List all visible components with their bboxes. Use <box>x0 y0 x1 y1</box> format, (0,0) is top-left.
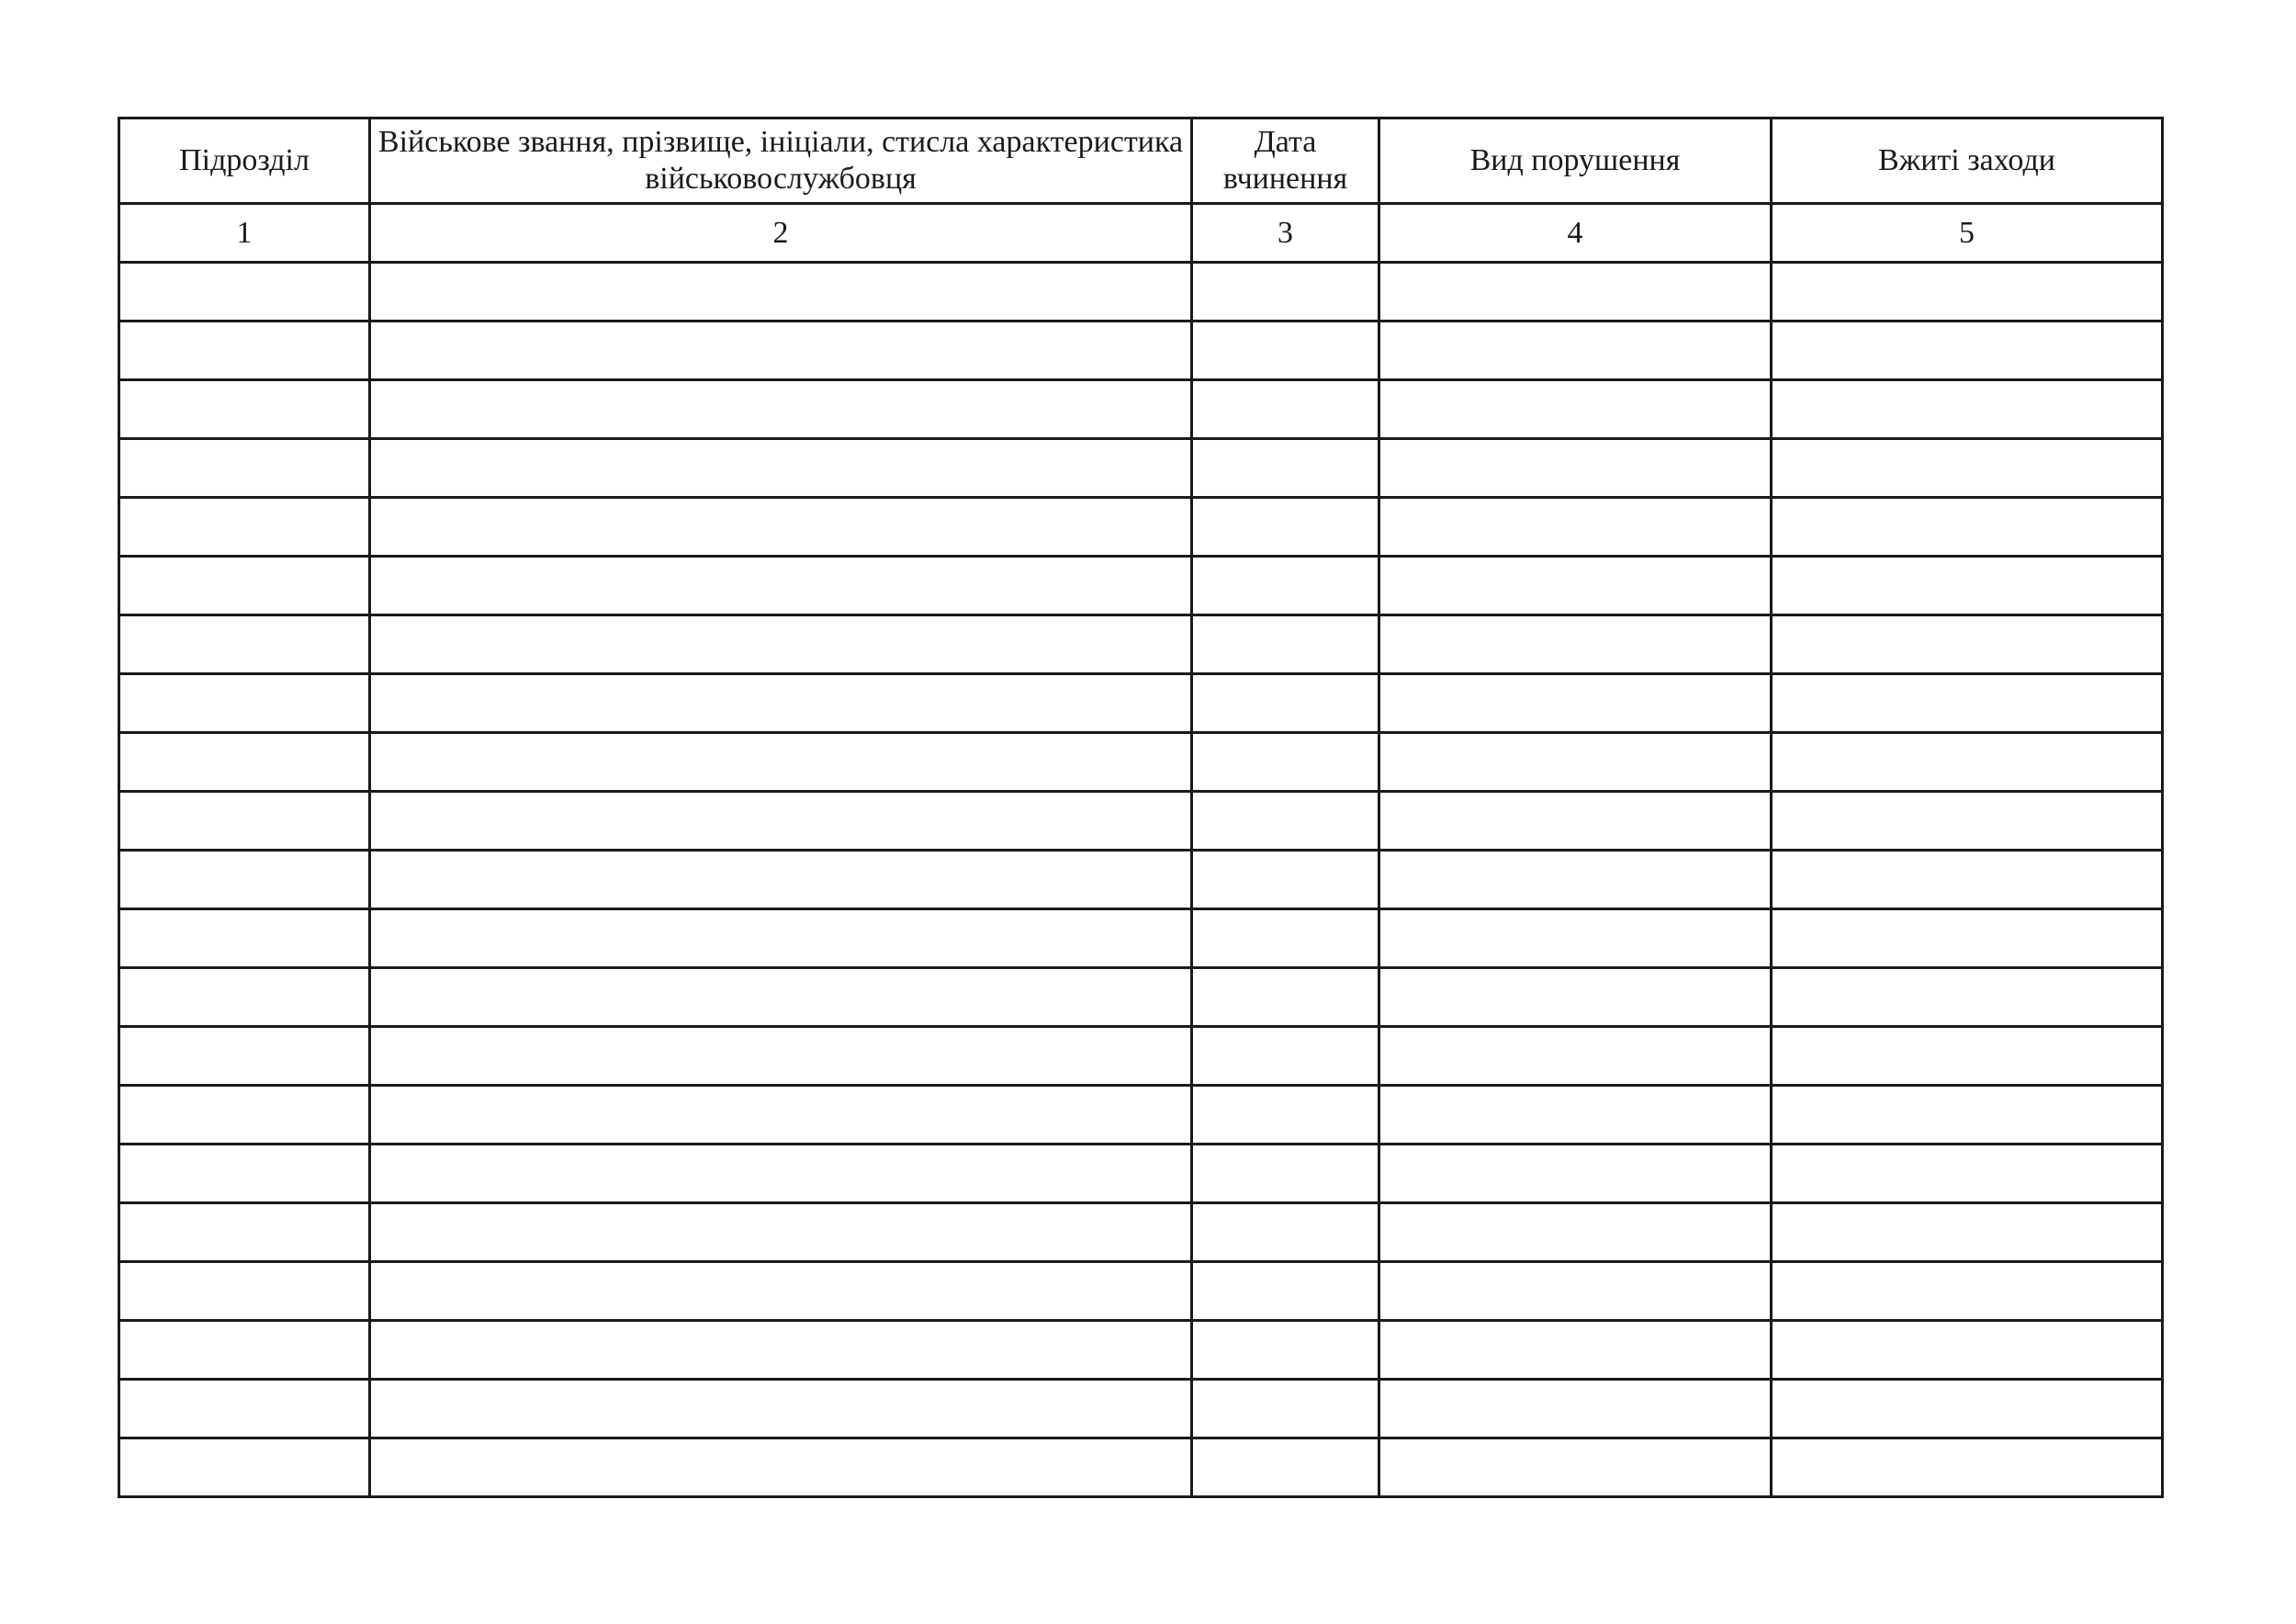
header-row <box>119 118 2163 204</box>
column-number: 2 <box>370 204 1192 263</box>
table-cell[interactable] <box>1772 851 2163 909</box>
table-cell[interactable] <box>1772 263 2163 321</box>
table-cell[interactable] <box>1772 1027 2163 1086</box>
table-cell[interactable] <box>119 909 370 968</box>
table-cell[interactable] <box>1379 557 1772 615</box>
table-cell[interactable] <box>1379 733 1772 792</box>
column-number: 4 <box>1379 204 1772 263</box>
table-cell[interactable] <box>370 674 1192 733</box>
table-cell[interactable] <box>1192 1321 1379 1380</box>
table-cell[interactable] <box>119 792 370 851</box>
table-cell[interactable] <box>1192 498 1379 557</box>
table-cell[interactable] <box>119 1321 370 1380</box>
table-cell[interactable] <box>119 1438 370 1497</box>
table-cell[interactable] <box>370 263 1192 321</box>
table-cell[interactable] <box>1192 792 1379 851</box>
table-cell[interactable] <box>1379 1086 1772 1145</box>
table-cell[interactable] <box>1772 1145 2163 1203</box>
table-cell[interactable] <box>1379 439 1772 498</box>
table-cell[interactable] <box>1192 557 1379 615</box>
table-cell[interactable] <box>1772 439 2163 498</box>
table-cell[interactable] <box>370 909 1192 968</box>
table-cell[interactable] <box>119 1380 370 1438</box>
table-cell[interactable] <box>1379 1027 1772 1086</box>
table-row <box>119 674 2163 733</box>
table-row <box>119 321 2163 380</box>
table-cell[interactable] <box>1772 1086 2163 1145</box>
table-cell[interactable] <box>1192 968 1379 1027</box>
table-cell[interactable] <box>1772 909 2163 968</box>
header-servicemember: Військове звання, прізвище, ініціали, стисла характеристика військовослужбовця <box>370 118 1192 204</box>
table-row <box>119 1027 2163 1086</box>
column-number: 5 <box>1772 204 2163 263</box>
table-cell[interactable] <box>1192 439 1379 498</box>
table-cell[interactable] <box>370 1203 1192 1262</box>
table-cell[interactable] <box>1772 733 2163 792</box>
table-cell[interactable] <box>119 733 370 792</box>
table-cell[interactable] <box>119 1027 370 1086</box>
table-row <box>119 909 2163 968</box>
table-cell[interactable] <box>370 557 1192 615</box>
table-row <box>119 1438 2163 1497</box>
table-cell[interactable] <box>1772 321 2163 380</box>
table-cell[interactable] <box>1192 1262 1379 1321</box>
table-row <box>119 498 2163 557</box>
table-cell[interactable] <box>370 498 1192 557</box>
table-cell[interactable] <box>1772 615 2163 674</box>
table-cell[interactable] <box>1379 1145 1772 1203</box>
table-cell[interactable] <box>119 263 370 321</box>
table-row <box>119 615 2163 674</box>
table-cell[interactable] <box>1192 1380 1379 1438</box>
table-cell[interactable] <box>370 733 1192 792</box>
header-date: Дата вчинення <box>1192 118 1379 204</box>
header-violation-type: Вид порушення <box>1379 118 1772 204</box>
table-body <box>119 263 2163 1497</box>
table-row <box>119 1262 2163 1321</box>
table-row <box>119 1145 2163 1203</box>
table-cell[interactable] <box>119 380 370 439</box>
table-cell[interactable] <box>370 380 1192 439</box>
table-cell[interactable] <box>1379 263 1772 321</box>
table-cell[interactable] <box>370 1321 1192 1380</box>
table-cell[interactable] <box>1192 321 1379 380</box>
table-cell[interactable] <box>119 1086 370 1145</box>
table-cell[interactable] <box>1772 1380 2163 1438</box>
table-cell[interactable] <box>1379 1380 1772 1438</box>
table-cell[interactable] <box>1379 1438 1772 1497</box>
table-cell[interactable] <box>370 1380 1192 1438</box>
table-row <box>119 1321 2163 1380</box>
table-cell[interactable] <box>1772 1262 2163 1321</box>
table-cell[interactable] <box>119 1145 370 1203</box>
table-row <box>119 1086 2163 1145</box>
table-cell[interactable] <box>1379 968 1772 1027</box>
table-cell[interactable] <box>1772 557 2163 615</box>
table-cell[interactable] <box>370 792 1192 851</box>
table-cell[interactable] <box>370 1145 1192 1203</box>
table-cell[interactable] <box>1192 733 1379 792</box>
table-cell[interactable] <box>1772 1203 2163 1262</box>
table-cell[interactable] <box>1192 674 1379 733</box>
table-cell[interactable] <box>1192 1145 1379 1203</box>
table-cell[interactable] <box>1192 615 1379 674</box>
table-cell[interactable] <box>1192 851 1379 909</box>
table-cell[interactable] <box>119 321 370 380</box>
table-cell[interactable] <box>370 1086 1192 1145</box>
table-cell[interactable] <box>1379 792 1772 851</box>
table-cell[interactable] <box>119 851 370 909</box>
table-cell[interactable] <box>1772 792 2163 851</box>
table-cell[interactable] <box>119 615 370 674</box>
column-number: 3 <box>1192 204 1379 263</box>
table-cell[interactable] <box>370 1027 1192 1086</box>
table-cell[interactable] <box>1192 380 1379 439</box>
table-cell[interactable] <box>1379 674 1772 733</box>
table-row <box>119 439 2163 498</box>
table-cell[interactable] <box>1192 1027 1379 1086</box>
table-cell[interactable] <box>1772 968 2163 1027</box>
table-cell[interactable] <box>370 968 1192 1027</box>
table-cell[interactable] <box>370 851 1192 909</box>
table-cell[interactable] <box>1192 263 1379 321</box>
table-cell[interactable] <box>119 498 370 557</box>
table-cell[interactable] <box>1192 909 1379 968</box>
table-cell[interactable] <box>119 1262 370 1321</box>
column-number: 1 <box>119 204 370 263</box>
table-cell[interactable] <box>1772 380 2163 439</box>
table-cell[interactable] <box>370 439 1192 498</box>
table-cell[interactable] <box>119 439 370 498</box>
table-cell[interactable] <box>1379 498 1772 557</box>
table-row <box>119 851 2163 909</box>
table-cell[interactable] <box>119 674 370 733</box>
header-subdivision: Підрозділ <box>119 118 370 204</box>
table-row <box>119 1203 2163 1262</box>
table-cell[interactable] <box>119 968 370 1027</box>
table-row <box>119 557 2163 615</box>
table-cell[interactable] <box>370 321 1192 380</box>
table-cell[interactable] <box>370 1438 1192 1497</box>
table-cell[interactable] <box>1379 1203 1772 1262</box>
table-row <box>119 968 2163 1027</box>
table-cell[interactable] <box>119 1203 370 1262</box>
table-cell[interactable] <box>1379 1321 1772 1380</box>
table-cell[interactable] <box>370 1262 1192 1321</box>
table-cell[interactable] <box>119 557 370 615</box>
table-cell[interactable] <box>1379 615 1772 674</box>
table-cell[interactable] <box>1772 1321 2163 1380</box>
table-row <box>119 733 2163 792</box>
table-cell[interactable] <box>1192 1203 1379 1262</box>
table-cell[interactable] <box>1379 1262 1772 1321</box>
table-cell[interactable] <box>1772 498 2163 557</box>
table-cell[interactable] <box>370 615 1192 674</box>
table-cell[interactable] <box>1379 851 1772 909</box>
violations-register-table <box>118 117 2164 1498</box>
table-cell[interactable] <box>1379 909 1772 968</box>
table-row <box>119 263 2163 321</box>
table-row <box>119 792 2163 851</box>
table-cell[interactable] <box>1379 380 1772 439</box>
table-row <box>119 1380 2163 1438</box>
table-cell[interactable] <box>1192 1086 1379 1145</box>
column-number-row <box>119 204 2163 263</box>
table-cell[interactable] <box>1192 1438 1379 1497</box>
table-cell[interactable] <box>1379 321 1772 380</box>
table-cell[interactable] <box>1772 1438 2163 1497</box>
header-measures-taken: Вжиті заходи <box>1772 118 2163 204</box>
table-row <box>119 380 2163 439</box>
table-cell[interactable] <box>1772 674 2163 733</box>
